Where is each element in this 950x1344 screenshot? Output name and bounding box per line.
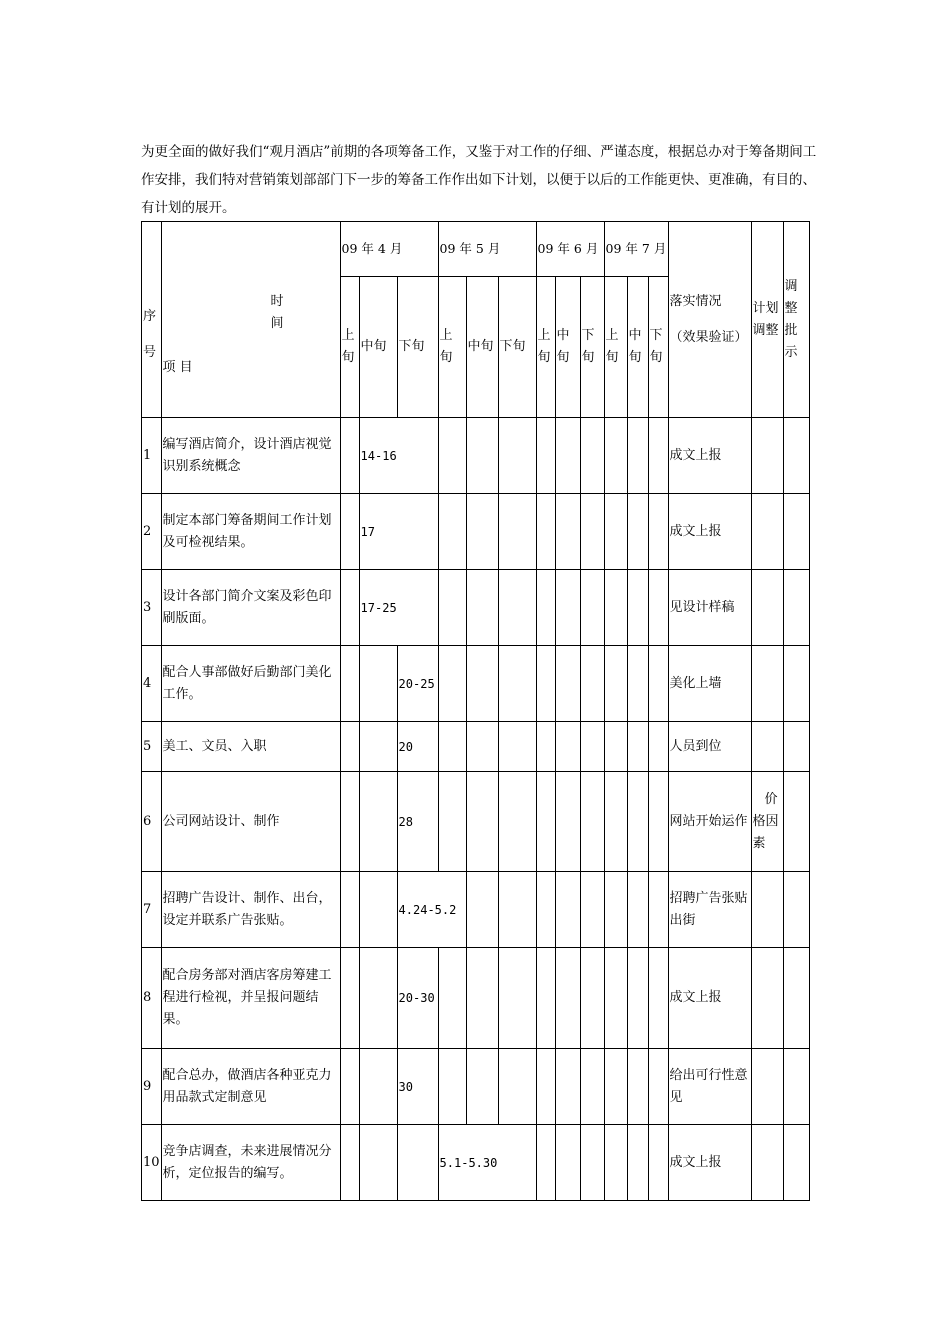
cell <box>536 1125 555 1201</box>
row-adjust <box>751 948 783 1049</box>
cell <box>627 494 648 570</box>
cell <box>555 570 580 646</box>
cell <box>604 646 627 722</box>
row-no: 9 <box>142 1049 162 1125</box>
row-adjust <box>751 418 783 494</box>
cell <box>359 722 397 772</box>
cell <box>604 494 627 570</box>
month-apr: 09 年 4 月 <box>340 222 438 277</box>
cell <box>580 772 604 872</box>
cell <box>536 948 555 1049</box>
cell <box>438 646 466 722</box>
row-item: 配合总办，做酒店各种亚克力用品款式定制意见 <box>161 1049 340 1125</box>
row-result: 招聘广告张贴出街 <box>668 872 751 948</box>
cell <box>466 418 498 494</box>
cell <box>580 1049 604 1125</box>
row-item: 配合人事部做好后勤部门美化工作。 <box>161 646 340 722</box>
cell <box>498 418 536 494</box>
period-jun-early: 上旬 <box>536 277 555 418</box>
cell <box>580 570 604 646</box>
period-apr-late: 下旬 <box>397 277 438 418</box>
cell <box>438 772 466 872</box>
cell <box>536 772 555 872</box>
month-jul: 09 年 7 月 <box>604 222 668 277</box>
table-row <box>142 772 810 872</box>
cell <box>627 722 648 772</box>
row-adjust <box>751 494 783 570</box>
row-time: 28 <box>397 772 438 872</box>
cell <box>555 1049 580 1125</box>
cell <box>648 1125 668 1201</box>
cell <box>648 722 668 772</box>
row-time: 20 <box>397 722 438 772</box>
cell <box>340 722 359 772</box>
cell <box>340 872 359 948</box>
cell <box>536 1049 555 1125</box>
cell <box>536 418 555 494</box>
cell <box>627 418 648 494</box>
row-item: 招聘广告设计、制作、出台，设定并联系广告张贴。 <box>161 872 340 948</box>
table-row <box>142 872 810 948</box>
cell <box>580 948 604 1049</box>
cell <box>580 494 604 570</box>
row-no: 4 <box>142 646 162 722</box>
cell <box>648 1049 668 1125</box>
cell <box>555 646 580 722</box>
cell <box>604 722 627 772</box>
cell <box>466 722 498 772</box>
cell <box>536 646 555 722</box>
cell <box>359 646 397 722</box>
row-approve <box>783 1049 809 1125</box>
cell <box>536 872 555 948</box>
cell <box>466 948 498 1049</box>
cell <box>648 646 668 722</box>
row-time: 5.1-5.30 <box>438 1125 536 1201</box>
cell <box>340 948 359 1049</box>
result-header <box>668 222 751 418</box>
cell <box>648 872 668 948</box>
cell <box>340 1049 359 1125</box>
work-plan-table <box>141 221 810 1201</box>
row-item: 编写酒店简介，设计酒店视觉识别系统概念 <box>161 418 340 494</box>
cell <box>604 418 627 494</box>
cell <box>627 948 648 1049</box>
cell <box>648 570 668 646</box>
row-adjust: 价格因素 <box>751 772 783 872</box>
row-result: 网站开始运作 <box>668 772 751 872</box>
table-row <box>142 494 810 570</box>
cell <box>580 722 604 772</box>
row-time: 20-25 <box>397 646 438 722</box>
cell <box>340 1125 359 1201</box>
cell <box>359 1125 397 1201</box>
cell <box>627 1049 648 1125</box>
row-time: 4.24-5.2 <box>397 872 466 948</box>
cell <box>359 948 397 1049</box>
row-approve <box>783 872 809 948</box>
cell <box>498 646 536 722</box>
table-row <box>142 1125 810 1201</box>
row-approve <box>783 494 809 570</box>
result-header-2: （效果验证） <box>669 329 748 345</box>
cell <box>648 948 668 1049</box>
cell <box>604 1049 627 1125</box>
row-adjust <box>751 722 783 772</box>
cell <box>466 646 498 722</box>
row-time: 20-30 <box>397 948 438 1049</box>
period-jun-late: 下旬 <box>580 277 604 418</box>
cell <box>555 948 580 1049</box>
period-apr-early: 上旬 <box>340 277 359 418</box>
row-no: 1 <box>142 418 162 494</box>
row-item: 配合房务部对酒店客房筹建工程进行检视，并呈报问题结果。 <box>161 948 340 1049</box>
row-result: 成文上报 <box>668 948 751 1049</box>
cell <box>604 1125 627 1201</box>
period-may-early: 上旬 <box>438 277 466 418</box>
cell <box>498 948 536 1049</box>
cell <box>536 722 555 772</box>
row-item: 制定本部门筹备期间工作计划及可检视结果。 <box>161 494 340 570</box>
cell <box>498 722 536 772</box>
cell <box>498 772 536 872</box>
row-time: 14-16 <box>359 418 438 494</box>
row-adjust <box>751 646 783 722</box>
table-row <box>142 418 810 494</box>
row-adjust <box>751 570 783 646</box>
seq-header-1: 序 <box>143 308 157 324</box>
table-row <box>142 1049 810 1125</box>
row-no: 2 <box>142 494 162 570</box>
cell <box>536 570 555 646</box>
cell <box>580 418 604 494</box>
table-row <box>142 948 810 1049</box>
cell <box>604 570 627 646</box>
row-result: 美化上墙 <box>668 646 751 722</box>
cell <box>648 418 668 494</box>
row-adjust <box>751 872 783 948</box>
cell <box>438 722 466 772</box>
cell <box>627 646 648 722</box>
cell <box>627 1125 648 1201</box>
row-approve <box>783 418 809 494</box>
row-time: 17 <box>359 494 438 570</box>
cell <box>627 772 648 872</box>
result-header-1: 落实情况 <box>669 293 722 309</box>
cell <box>340 646 359 722</box>
row-item: 美工、文员、入职 <box>161 722 340 772</box>
row-time: 30 <box>397 1049 438 1125</box>
row-approve <box>783 722 809 772</box>
row-approve <box>783 772 809 872</box>
row-no: 3 <box>142 570 162 646</box>
row-adjust <box>751 1049 783 1125</box>
period-jul-late: 下旬 <box>648 277 668 418</box>
cell <box>466 570 498 646</box>
time-header-1: 时 <box>270 293 286 309</box>
cell <box>340 418 359 494</box>
cell <box>580 646 604 722</box>
cell <box>397 1125 438 1201</box>
row-result: 成文上报 <box>668 1125 751 1201</box>
cell <box>555 418 580 494</box>
row-approve <box>783 646 809 722</box>
row-no: 7 <box>142 872 162 948</box>
row-time: 17-25 <box>359 570 438 646</box>
table-row <box>142 646 810 722</box>
cell <box>555 1125 580 1201</box>
row-no: 8 <box>142 948 162 1049</box>
seq-header <box>142 222 162 418</box>
row-no: 6 <box>142 772 162 872</box>
cell <box>555 872 580 948</box>
cell <box>498 1049 536 1125</box>
seq-header-2: 号 <box>143 344 157 360</box>
row-no: 5 <box>142 722 162 772</box>
time-header-2: 间 <box>270 315 286 331</box>
adjust-header: 计划调整 <box>751 222 783 418</box>
cell <box>498 570 536 646</box>
cell <box>438 570 466 646</box>
cell <box>466 872 498 948</box>
table-row <box>142 570 810 646</box>
cell <box>466 772 498 872</box>
cell <box>438 948 466 1049</box>
row-item: 设计各部门简介文案及彩色印刷版面。 <box>161 570 340 646</box>
cell <box>498 494 536 570</box>
cell <box>627 570 648 646</box>
row-approve <box>783 1125 809 1201</box>
cell <box>359 872 397 948</box>
item-header: 项 目 <box>162 359 193 375</box>
time-item-header <box>161 222 340 418</box>
cell <box>438 418 466 494</box>
period-may-mid: 中旬 <box>466 277 498 418</box>
row-adjust <box>751 1125 783 1201</box>
cell <box>438 1049 466 1125</box>
cell <box>604 772 627 872</box>
approve-header: 调整批示 <box>783 222 809 418</box>
row-no: 10 <box>142 1125 162 1201</box>
period-may-late: 下旬 <box>498 277 536 418</box>
row-approve <box>783 948 809 1049</box>
cell <box>466 494 498 570</box>
month-jun: 09 年 6 月 <box>536 222 604 277</box>
intro-paragraph: 为更全面的做好我们“观月酒店”前期的各项筹备工作，又鉴于对工作的仔细、严谨态度，根据总办对于筹备期间工作安排，我们特对营销策划部部门下一步的筹备工作作出如下计划，以便于以后的工作能更快、更准确，有目的、有计划的展开。 <box>141 143 817 216</box>
period-jul-early: 上旬 <box>604 277 627 418</box>
cell <box>359 1049 397 1125</box>
cell <box>580 1125 604 1201</box>
cell <box>627 872 648 948</box>
cell <box>648 772 668 872</box>
cell <box>340 570 359 646</box>
header-row-months <box>142 222 810 277</box>
cell <box>604 948 627 1049</box>
cell <box>359 772 397 872</box>
cell <box>498 872 536 948</box>
row-result: 成文上报 <box>668 418 751 494</box>
row-result: 给出可行性意见 <box>668 1049 751 1125</box>
row-result: 成文上报 <box>668 494 751 570</box>
cell <box>438 494 466 570</box>
cell <box>580 872 604 948</box>
cell <box>648 494 668 570</box>
cell <box>466 1049 498 1125</box>
cell <box>555 722 580 772</box>
row-result: 人员到位 <box>668 722 751 772</box>
period-jun-mid: 中旬 <box>555 277 580 418</box>
cell <box>555 494 580 570</box>
cell <box>555 772 580 872</box>
cell <box>604 872 627 948</box>
row-item: 公司网站设计、制作 <box>161 772 340 872</box>
month-may: 09 年 5 月 <box>438 222 536 277</box>
period-jul-mid: 中旬 <box>627 277 648 418</box>
row-item: 竞争店调查，未来进展情况分析，定位报告的编写。 <box>161 1125 340 1201</box>
period-apr-mid: 中旬 <box>359 277 397 418</box>
cell <box>536 494 555 570</box>
cell <box>340 494 359 570</box>
cell <box>340 772 359 872</box>
row-approve <box>783 570 809 646</box>
row-result: 见设计样稿 <box>668 570 751 646</box>
table-row <box>142 722 810 772</box>
